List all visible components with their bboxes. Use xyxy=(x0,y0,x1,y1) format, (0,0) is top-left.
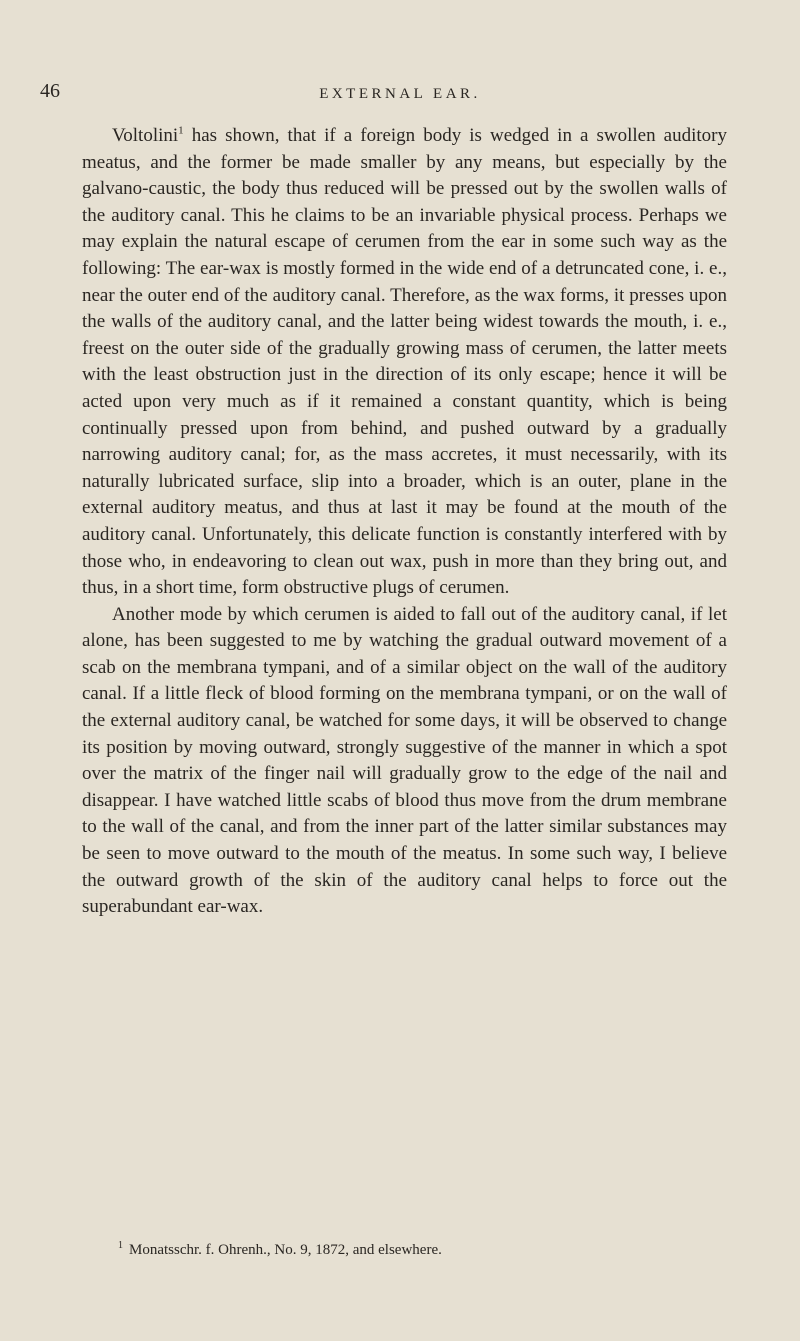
footnote-reference: 1 xyxy=(178,124,184,137)
paragraph-1-lead: Voltolini xyxy=(112,125,179,146)
paragraph-2: Another mode by which cerumen is aided to fall out of the auditory canal, if let alone, has been suggested to me by watching the gradual outward movement of a scab on the membrana tympani, and of a similar object on the wall of the auditory canal. If a little fleck of blood forming on the membrana tympani, or on the wall of the external auditory canal, be watched for some days, it will be observed to change its position by moving outward, strongly suggestive of the manner in which a spot over the matrix of the finger nail will gradually grow to the edge of the nail and disappear. I have watched little scabs of blood thus move from the drum membrane to the wall of the canal, and from the inner part of the latter similar substances may be seen to move outward to the mouth of the meatus. In some such way, I believe the outward growth of the skin of the auditory canal helps to force out the superabundant ear-wax. xyxy=(82,603,727,918)
page-number: 46 xyxy=(40,80,60,102)
paragraph-1 xyxy=(82,123,727,602)
footnote xyxy=(118,1240,758,1259)
footnote-text: Monatsschr. f. Ohrenh., No. 9, 1872, and elsewhere. xyxy=(129,1242,442,1258)
paragraph-1-text: has shown, that if a foreign body is wedged in a swollen auditory meatus, and the former be made smaller by any means, but especially by the galvano-caustic, the body thus reduced will be pressed out by the swollen walls of the auditory canal. This he claims to be an invariable physical process. Perhaps we may explain the natural escape of cerumen from the ear in some such way as the following: The ear-wax is mostly formed in the wide end of a detruncated cone, i. e., near the outer end of the auditory canal. Therefore, as the wax forms, it presses upon the walls of the auditory canal, and the latter being widest towards the mouth, i. e., freest on the outer side of the gradually growing mass of cerumen, the latter meets with the least obstruction just in the direction of its only escape; hence it will be acted upon very much as if it remained a constant quantity, which is being continually pressed upon from behind, and pushed outward by a gradually narrowing auditory canal; for, as the mass accretes, it must necessarily, with its naturally lubricated surface, slip into a broader, which is an outer, plane in the external auditory meatus, and thus at last it may be found at the mouth of the auditory canal. Unfortunately, this delicate function is constantly interfered with by those who, in endeavoring to clean out wax, push in more than they bring out, and thus, in a short time, form obstructive plugs of cerumen. xyxy=(82,125,727,599)
body-text xyxy=(82,123,727,921)
running-title: EXTERNAL EAR. xyxy=(319,86,481,102)
page-header xyxy=(0,80,800,110)
footnote-mark: 1 xyxy=(118,1240,123,1251)
